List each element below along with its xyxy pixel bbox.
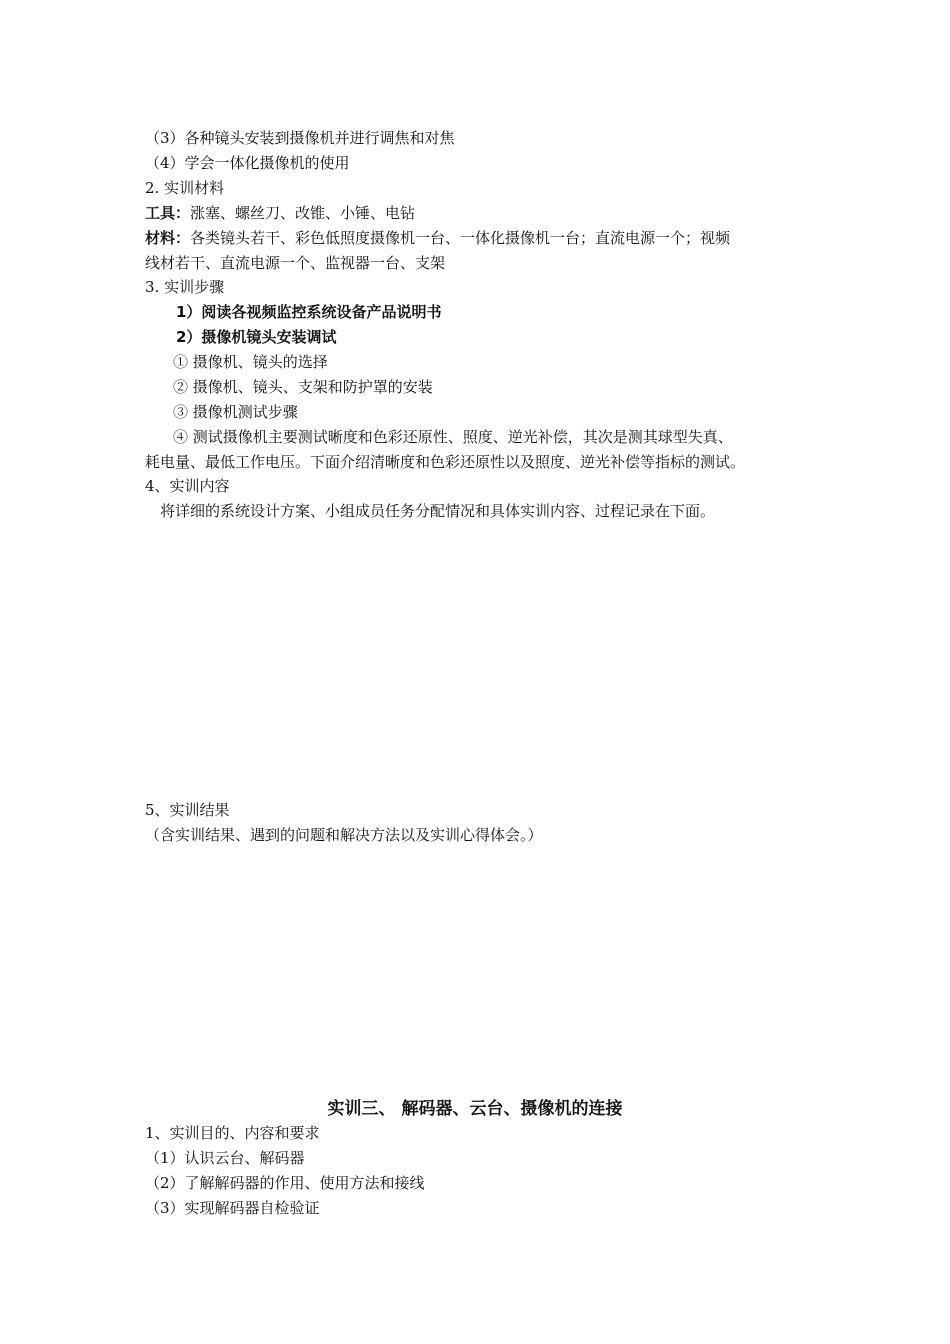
materials-heading: 2. 实训材料 <box>145 179 225 197</box>
item-3-text: （3）各种镜头安装到摄像机并进行调焦和对焦 <box>145 129 455 147</box>
content-heading: 4、实训内容 <box>145 477 230 495</box>
result-heading: 5、实训结果 <box>145 801 230 819</box>
steps-heading: 3. 实训步骤 <box>145 278 225 296</box>
sub-step-1: ① 摄像机、镜头的选择 <box>173 353 328 371</box>
materials-label: 材料： <box>145 229 191 247</box>
tools-text: 涨塞、螺丝刀、改锥、小锤、电钻 <box>190 204 416 222</box>
section-3-item-1: （1）认识云台、解码器 <box>145 1149 305 1167</box>
materials-line-2: 线材若干、直流电源一个、监视器一台、支架 <box>145 254 446 272</box>
materials-line-1 <box>145 228 730 248</box>
sub-step-4-line-2: 耗电量、最低工作电压。下面介绍清晰度和色彩还原性以及照度、逆光补偿等指标的测试。 <box>145 453 746 471</box>
tools-line <box>145 203 415 223</box>
content-text: 将详细的系统设计方案、小组成员任务分配情况和具体实训内容、过程记录在下面。 <box>160 502 716 520</box>
tools-label: 工具： <box>145 204 191 222</box>
sub-step-2: ② 摄像机、镜头、支架和防护罩的安装 <box>173 378 433 396</box>
step-2: 2）摄像机镜头安装调试 <box>176 328 337 346</box>
section-3-title: 实训三、 解码器、云台、摄像机的连接 <box>327 1099 623 1119</box>
sub-step-3: ③ 摄像机测试步骤 <box>173 403 298 421</box>
result-text: （含实训结果、遇到的问题和解决方法以及实训心得体会。） <box>145 826 543 844</box>
sub-step-4-line-1: ④ 测试摄像机主要测试晰度和色彩还原性、照度、逆光补偿，其次是测其球型失真、 <box>173 428 733 446</box>
section-3-goal-heading: 1、实训目的、内容和要求 <box>145 1124 320 1142</box>
materials-text-1: 各类镜头若干、彩色低照度摄像机一台、一体化摄像机一台；直流电源一个；视频 <box>190 229 731 247</box>
section-3-item-3: （3）实现解码器自检验证 <box>145 1199 320 1217</box>
item-4-text: （4）学会一体化摄像机的使用 <box>145 154 350 172</box>
step-1: 1）阅读各视频监控系统设备产品说明书 <box>176 303 442 321</box>
section-3-item-2: （2）了解解码器的作用、使用方法和接线 <box>145 1174 425 1192</box>
